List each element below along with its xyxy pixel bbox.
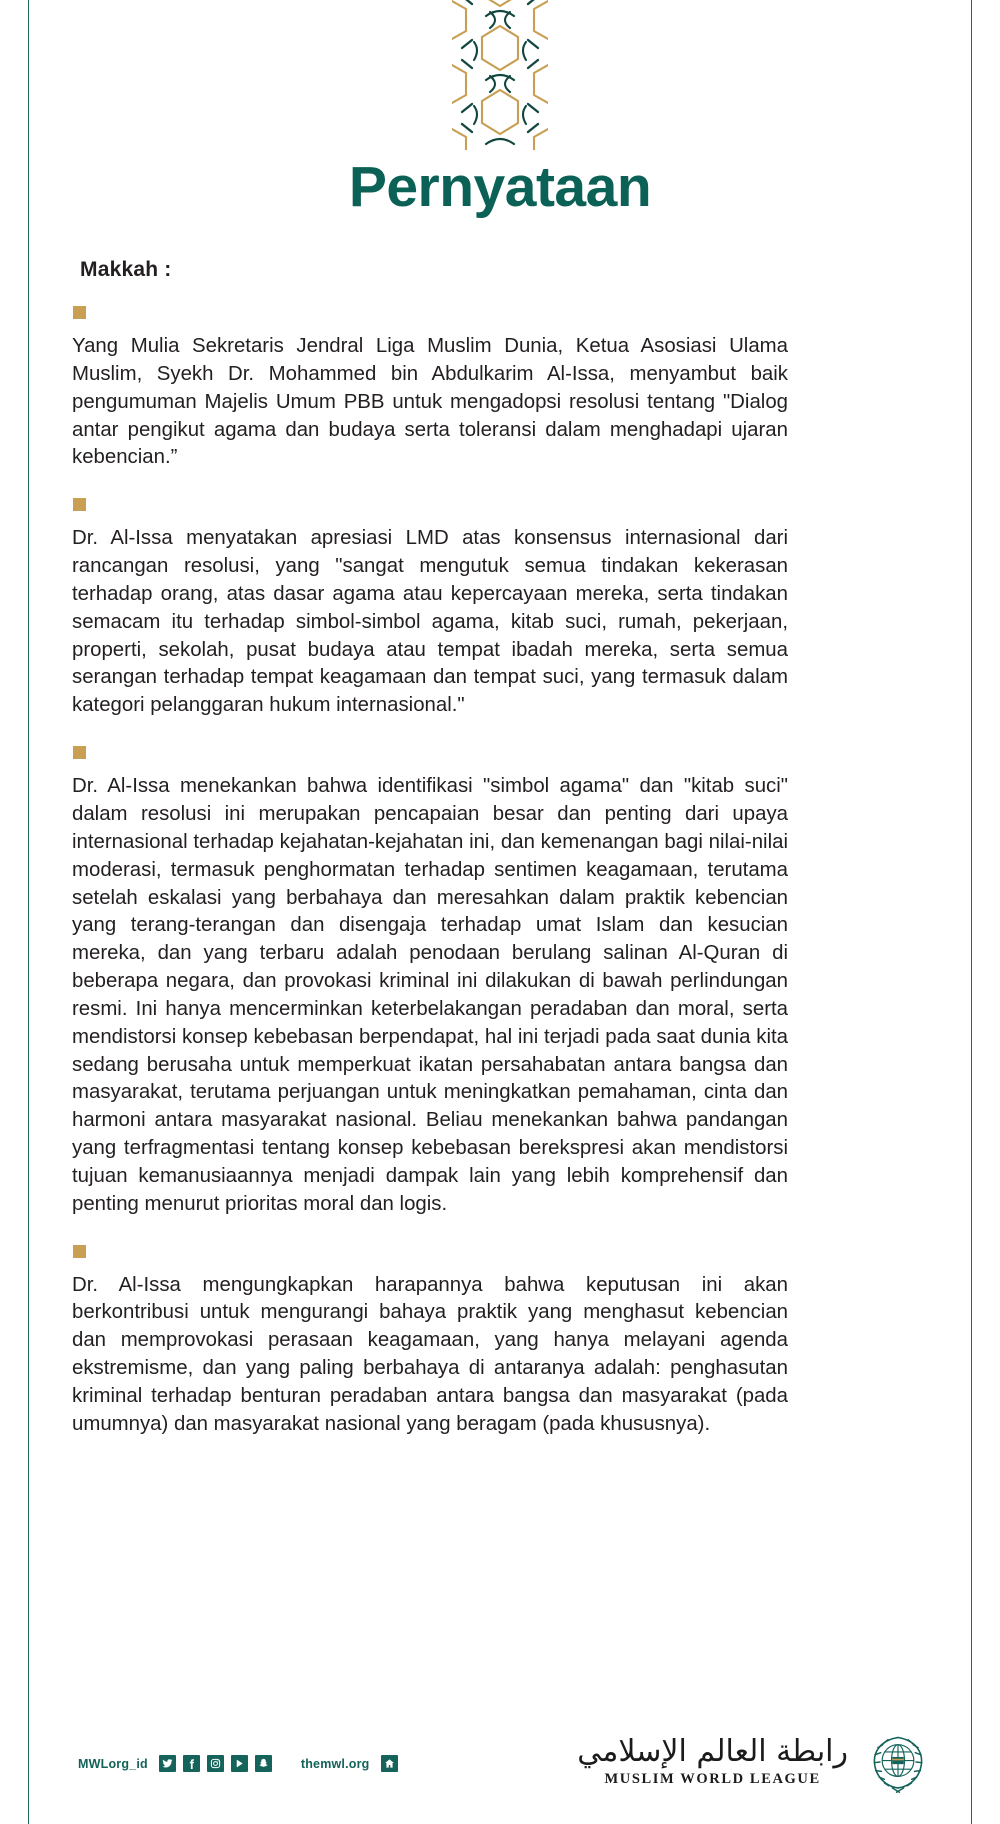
mwl-globe-wreath-emblem — [862, 1726, 934, 1798]
statement-block — [72, 306, 788, 472]
statement-paragraph: Yang Mulia Sekretaris Jendral Liga Muslim Dunia, Ketua Asosiasi Ulama Muslim, Syekh Dr. Mohammed bin Abdulkarim Al-Issa, menyambut baik pengumuman Majelis Umum PBB untuk mengadopsi resolusi tentang "Dialog antar pengikut agama dan budaya serta toleransi dalam menghadapi ujaran kebencian.” — [72, 335, 788, 469]
statement-body — [72, 306, 788, 1445]
statement-block — [72, 1245, 788, 1439]
twitter-icon[interactable] — [159, 1755, 176, 1772]
statement-paragraph: Dr. Al-Issa mengungkapkan harapannya bahwa keputusan ini akan berkontribusi untuk mengurangi bahaya praktik yang menghasut kebencian dan memprovokasi perasaan keagamaan, yang hanya melayani agenda ekstremisme, dan yang paling berbahaya di antaranya adalah: penghasutan kriminal terhadap benturan peradaban antara bangsa dan masyarakat (pada umumnya) dan masyarakat nasional yang beragam (pada khususnya). — [72, 1273, 788, 1435]
mwl-logo-english: MUSLIM WORLD LEAGUE — [604, 1770, 821, 1787]
gold-square-bullet-icon — [73, 1245, 86, 1258]
gold-square-bullet-icon — [73, 498, 86, 511]
right-border-rule — [971, 0, 972, 1824]
left-border-rule — [28, 0, 29, 1824]
statement-paragraph: Dr. Al-Issa menekankan bahwa identifikasi "simbol agama" dan "kitab suci" dalam resolusi ini merupakan pencapaian besar dan penting dari upaya internasional terhadap kejahatan-kejahatan ini, dan kemenangan bagi nilai-nilai moderasi, termasuk penghormatan terhadap sentimen keagamaan, terutama setelah eskalasi yang berbahaya dan meresahkan dalam praktik kebencian yang terang-terangan dan disengaja terhadap umat Islam dan kesucian mereka, dan yang terbaru adalah penodaan berulang salinan Al-Quran di beberapa negara, dan provokasi kriminal ini dilakukan di bawah perlindungan resmi. Ini hanya mencerminkan keterbelakangan peradaban dan moral, serta mendistorsi konsep kebebasan berpendapat, hal ini terjadi pada saat dunia kita sedang berusaha untuk memperkuat ikatan persahabatan antara bangsa dan masyarakat, terutama perjuangan untuk meningkatkan pemahaman, cinta dan harmoni antara masyarakat nasional. Beliau menekankan bahwa pandangan yang terfragmentasi tentang konsep kebebasan berekspresi akan mendistorsi tujuan kemanusiaannya menjadi dampak lain yang lebih komprehensif dan penting menurut prioritas moral dan logis. — [72, 775, 788, 1215]
snapchat-icon[interactable] — [255, 1755, 272, 1772]
instagram-icon[interactable] — [207, 1755, 224, 1772]
social-links — [78, 1755, 398, 1772]
gold-square-bullet-icon — [73, 746, 86, 759]
statement-block — [72, 498, 788, 720]
youtube-icon[interactable] — [231, 1755, 248, 1772]
mwl-logo — [577, 1726, 934, 1798]
statement-block — [72, 746, 788, 1219]
website-handle-label: themwl.org — [300, 1756, 370, 1771]
gold-square-bullet-icon — [73, 306, 86, 319]
mwl-logo-text — [577, 1733, 848, 1788]
facebook-icon[interactable] — [183, 1755, 200, 1772]
statement-paragraph: Dr. Al-Issa menyatakan apresiasi LMD atas konsensus internasional dari rancangan resolusi, yang "sangat mengutuk semua tindakan kekerasan terhadap orang, atas dasar agama atau kepercayaan mereka, serta tindakan semacam itu terhadap simbol-simbol agama, kitab suci, rumah, pekerjaan, properti, sekolah, pusat budaya atau tempat ibadah mereka, serta semua serangan terhadap tempat keagamaan dan tempat suci, yang termasuk dalam kategori pelanggaran hukum internasional." — [72, 527, 788, 717]
page-title: Pernyataan — [348, 155, 652, 219]
dateline-label: Makkah : — [80, 258, 172, 281]
geometric-ornament — [452, 0, 548, 150]
mwl-logo-arabic: رابطة العالم الإسلامي — [577, 1733, 848, 1769]
website-icon[interactable] — [381, 1755, 398, 1772]
page-footer — [0, 1674, 1000, 1824]
social-handle-label: MWLorg_id — [78, 1756, 148, 1771]
